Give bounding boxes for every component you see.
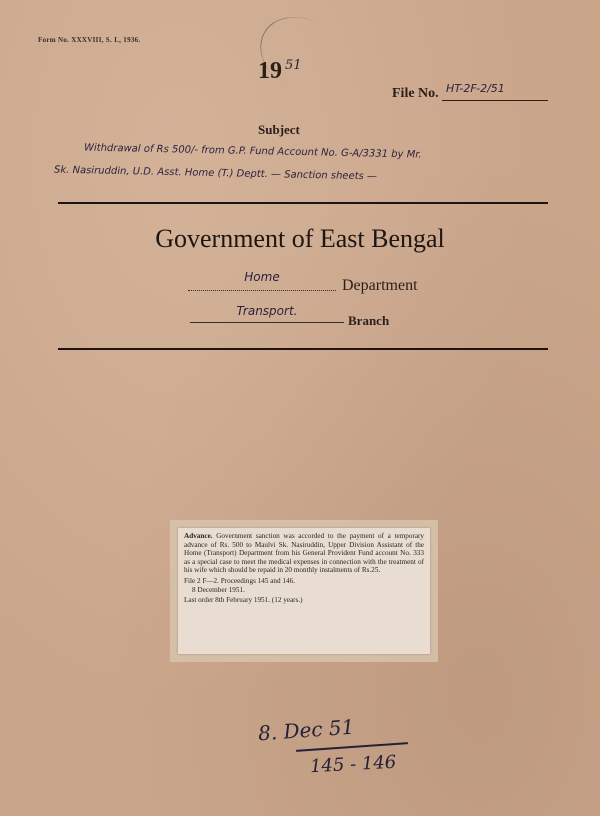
divider-top xyxy=(58,202,548,204)
clipping-date-line: 8 December 1951. xyxy=(192,585,245,594)
pasted-clipping xyxy=(178,528,430,654)
branch-label: Branch xyxy=(348,313,390,328)
clipping-file-line: File 2 F—2. Proceedings 145 and 146. xyxy=(184,576,295,585)
divider-bottom xyxy=(58,348,548,350)
subject-label: Subject xyxy=(258,122,300,137)
file-no-value: HT-2F-2/51 xyxy=(442,82,548,101)
department-label: Department xyxy=(342,277,418,294)
clipping-body xyxy=(184,532,424,575)
file-year xyxy=(258,58,302,85)
clipping-last-order: Last order 8th February 1951. (12 years.) xyxy=(184,596,303,605)
year-handwritten: 51 xyxy=(285,58,302,73)
form-number: Form No. XXXVIII, S. I., 1936. xyxy=(38,36,141,44)
subject-text-line-2: Sk. Nasiruddin, U.D. Asst. Home (T.) Deptt. — Sanction sheets — xyxy=(53,164,378,183)
branch-value: Transport. xyxy=(190,304,344,323)
file-no-label: File No. xyxy=(392,86,439,101)
government-title: Government of East Bengal xyxy=(155,224,445,253)
clipping-heading: Advance. xyxy=(184,532,213,540)
handwritten-underline xyxy=(296,742,408,752)
handwritten-proceedings: 145 - 146 xyxy=(309,751,397,778)
year-printed: 19 xyxy=(258,58,282,84)
department-value: Home xyxy=(188,270,336,291)
clipping-text: Government sanction was accorded to the payment of a temporary advance of Rs. 500 to Maulvi Sk. Nasiruddin, Upper Division Assistant of the Home (Transport) Department from his General Provident Fund account No. 333 as a special case to meet the medical expenses in connection with the treatment of his wife which should be repaid in 20 monthly instalments of Rs.25. xyxy=(184,532,425,575)
handwritten-date: 8. Dec 51 xyxy=(257,714,356,746)
subject-text-line-1: Withdrawal of Rs 500/- from G.P. Fund Account No. G-A/3331 by Mr. xyxy=(83,142,422,161)
pencil-mark xyxy=(247,2,361,108)
